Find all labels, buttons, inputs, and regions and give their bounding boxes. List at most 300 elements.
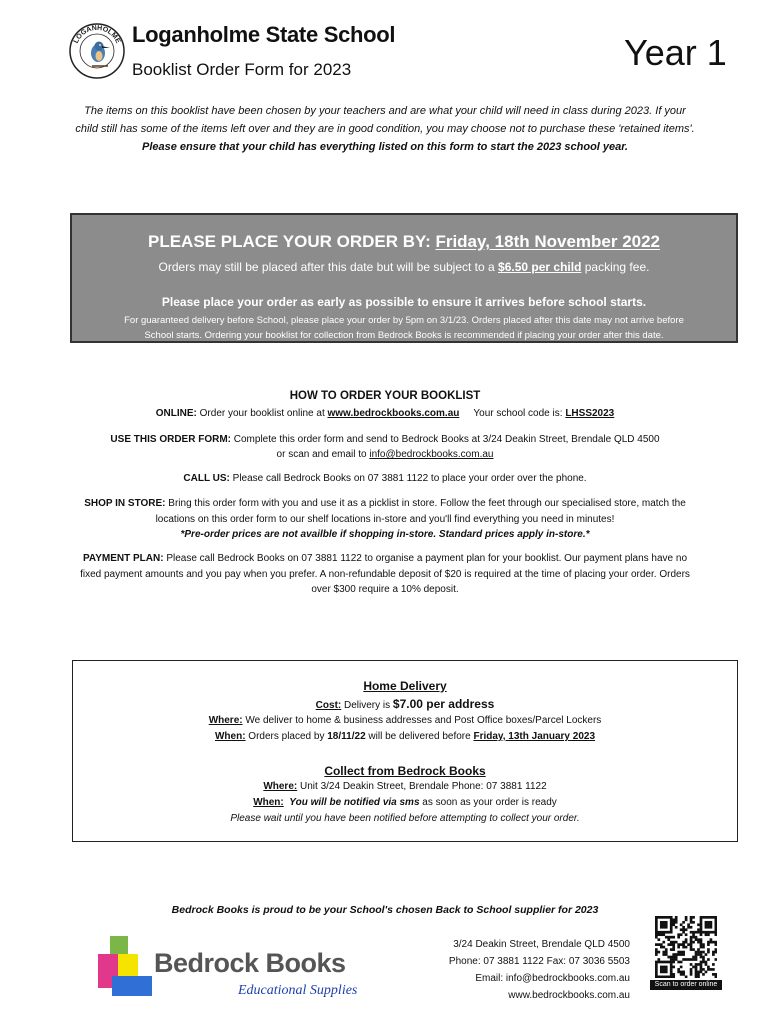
where-text: We deliver to home & business addresses and Post Office boxes/Parcel Lockers bbox=[242, 715, 602, 726]
collect-heading: Collect from Bedrock Books bbox=[324, 764, 486, 778]
qr-module bbox=[715, 931, 717, 934]
qr-module bbox=[670, 931, 673, 934]
qr-module bbox=[657, 951, 660, 954]
qr-module bbox=[705, 916, 708, 919]
qr-module bbox=[682, 973, 685, 976]
intro-emphasis: Please ensure that your child has everything listed on this form to start the 2023 school year. bbox=[142, 141, 628, 153]
qr-module bbox=[660, 946, 663, 949]
qr-module bbox=[677, 968, 680, 971]
qr-module bbox=[655, 976, 658, 978]
qr-module bbox=[707, 921, 710, 924]
qr-module bbox=[685, 928, 688, 931]
qr-module bbox=[662, 933, 665, 936]
qr-module bbox=[675, 916, 678, 919]
qr-module bbox=[662, 961, 665, 964]
qr-module bbox=[662, 968, 665, 971]
qr-module bbox=[710, 968, 713, 971]
online-label: ONLINE: bbox=[155, 408, 197, 419]
qr-module bbox=[697, 931, 700, 934]
qr-module bbox=[675, 941, 678, 944]
qr-module bbox=[690, 973, 693, 976]
qr-module bbox=[690, 936, 693, 939]
delivery-cost bbox=[73, 697, 737, 711]
qr-module bbox=[690, 948, 693, 951]
qr-module bbox=[700, 951, 703, 954]
qr-module bbox=[682, 953, 685, 956]
guarantee-line: School starts. Ordering your booklist for collection from Bedrock Books is recommended if placing your order after this date. bbox=[144, 330, 664, 341]
qr-module bbox=[697, 941, 700, 944]
qr-module bbox=[700, 938, 703, 941]
qr-module bbox=[670, 973, 673, 976]
qr-module bbox=[682, 958, 685, 961]
qr-module bbox=[655, 926, 658, 929]
qr-module bbox=[677, 943, 680, 946]
qr-module bbox=[710, 923, 713, 926]
bedrock-books-logo bbox=[98, 930, 368, 1000]
qr-module bbox=[657, 958, 660, 961]
qr-module bbox=[675, 956, 678, 959]
qr-module bbox=[692, 933, 695, 936]
qr-module bbox=[655, 973, 658, 976]
intro-line: The items on this booklist have been chosen by your teachers and are what your child will need in class during 2023. If your bbox=[84, 105, 686, 117]
qr-module bbox=[700, 921, 703, 924]
qr-module bbox=[665, 971, 668, 974]
qr-module bbox=[712, 968, 715, 971]
qr-module bbox=[695, 956, 698, 959]
qr-module bbox=[682, 931, 685, 934]
qr-module bbox=[657, 933, 660, 936]
qr-module bbox=[700, 928, 703, 931]
collect-when-label: When: bbox=[253, 797, 284, 808]
qr-module bbox=[660, 931, 663, 934]
logo-block-blue bbox=[112, 976, 152, 996]
collect-where-text: Unit 3/24 Deakin Street, Brendale Phone: 07 3881 1122 bbox=[297, 781, 547, 792]
qr-module bbox=[662, 976, 665, 978]
qr-module bbox=[682, 926, 685, 929]
qr-module bbox=[662, 931, 665, 934]
pre-order-note: *Pre-order prices are not availble if shopping in-store. Standard prices apply in-store.* bbox=[180, 529, 590, 540]
qr-module bbox=[670, 918, 673, 921]
qr-module bbox=[667, 938, 670, 941]
qr-module bbox=[655, 963, 658, 966]
qr-module bbox=[692, 941, 695, 944]
order-form-email-prefix: or scan and email to bbox=[276, 449, 370, 460]
qr-module bbox=[710, 921, 713, 924]
qr-module bbox=[695, 936, 698, 939]
qr-module bbox=[677, 951, 680, 954]
late-fee-prefix: Orders may still be placed after this date but will be subject to a bbox=[158, 260, 499, 274]
qr-module bbox=[715, 926, 717, 929]
qr-module bbox=[690, 926, 693, 929]
qr-module bbox=[687, 943, 690, 946]
sms-note: You will be notified via sms bbox=[289, 797, 420, 808]
qr-module bbox=[665, 953, 668, 956]
qr-module bbox=[670, 971, 673, 974]
qr-module bbox=[670, 928, 673, 931]
qr-module bbox=[715, 948, 717, 951]
deadline-heading bbox=[72, 232, 736, 252]
deadline-prefix: PLEASE PLACE YOUR ORDER BY: bbox=[147, 232, 436, 251]
qr-module bbox=[715, 918, 717, 921]
qr-module bbox=[662, 953, 665, 956]
brand-tagline: Educational Supplies bbox=[238, 983, 358, 998]
qr-module bbox=[672, 958, 675, 961]
qr-module bbox=[657, 976, 660, 978]
qr-module bbox=[697, 938, 700, 941]
qr-module bbox=[695, 976, 698, 978]
qr-module bbox=[680, 923, 683, 926]
qr-module bbox=[672, 936, 675, 939]
form-title: Booklist Order Form for 2023 bbox=[132, 60, 352, 79]
logo-text: LOGANHOLME bbox=[72, 24, 122, 45]
qr-module bbox=[692, 921, 695, 924]
call-text: Please call Bedrock Books on 07 3881 1122 to place your order over the phone. bbox=[229, 473, 587, 484]
qr-module bbox=[700, 926, 703, 929]
qr-module bbox=[672, 943, 675, 946]
qr-module bbox=[660, 916, 663, 919]
qr-module bbox=[705, 931, 708, 934]
qr-module bbox=[712, 916, 715, 919]
qr-module bbox=[670, 966, 673, 969]
qr-module bbox=[705, 921, 708, 924]
qr-module bbox=[672, 966, 675, 969]
qr-module bbox=[677, 953, 680, 956]
late-fee-note bbox=[72, 260, 736, 274]
qr-module bbox=[705, 926, 708, 929]
qr-module bbox=[667, 936, 670, 939]
qr-module bbox=[660, 921, 663, 924]
contact-details bbox=[420, 936, 630, 1004]
qr-module bbox=[665, 931, 668, 934]
qr-module bbox=[670, 948, 673, 951]
qr-module bbox=[662, 946, 665, 949]
qr-module bbox=[657, 943, 660, 946]
when-text: Orders placed by bbox=[245, 731, 328, 742]
qr-module bbox=[707, 916, 710, 919]
qr-module bbox=[700, 918, 703, 921]
qr-module bbox=[680, 966, 683, 969]
order-form-email-line bbox=[0, 449, 770, 460]
qr-module bbox=[702, 946, 705, 949]
qr-module bbox=[655, 966, 658, 969]
qr-module bbox=[695, 951, 698, 954]
collect-wait-note: Please wait until you have been notified before attempting to collect your order. bbox=[230, 813, 580, 824]
qr-module bbox=[670, 956, 673, 959]
qr-module bbox=[715, 976, 717, 978]
how-to-order-heading: HOW TO ORDER YOUR BOOKLIST bbox=[289, 390, 481, 402]
qr-module bbox=[700, 953, 703, 956]
qr-module bbox=[707, 943, 710, 946]
qr-module bbox=[677, 971, 680, 974]
qr-module bbox=[670, 941, 673, 944]
qr-module bbox=[685, 916, 688, 919]
call-option bbox=[0, 473, 770, 484]
qr-module bbox=[710, 938, 713, 941]
qr-module bbox=[715, 933, 717, 936]
qr-module bbox=[675, 921, 678, 924]
qr-module bbox=[677, 946, 680, 949]
qr-module bbox=[662, 951, 665, 954]
qr-module bbox=[685, 946, 688, 949]
qr-module bbox=[697, 953, 700, 956]
qr-module bbox=[655, 953, 658, 956]
qr-module bbox=[702, 968, 705, 971]
qr-module bbox=[682, 921, 685, 924]
collect-when-text: as soon as your order is ready bbox=[419, 797, 557, 808]
school-code-label: Your school code is: bbox=[473, 408, 566, 419]
shop-text-line: locations on this order form to our shelf locations in-store and you'll find everything you need in minutes! bbox=[155, 514, 615, 525]
qr-module bbox=[682, 946, 685, 949]
qr-module bbox=[700, 931, 703, 934]
qr-module bbox=[715, 923, 717, 926]
qr-module bbox=[667, 976, 670, 978]
qr-module bbox=[670, 976, 673, 978]
qr-module bbox=[662, 923, 665, 926]
qr-module bbox=[680, 951, 683, 954]
order-form-option bbox=[0, 434, 770, 445]
qr-module bbox=[702, 916, 705, 919]
qr-module bbox=[710, 916, 713, 919]
qr-module bbox=[692, 948, 695, 951]
qr-module bbox=[670, 916, 673, 919]
qr-module bbox=[697, 963, 700, 966]
online-text: Order your booklist online at bbox=[196, 408, 328, 419]
qr-module bbox=[700, 961, 703, 964]
qr-module bbox=[667, 956, 670, 959]
qr-module bbox=[680, 933, 683, 936]
qr-module bbox=[692, 956, 695, 959]
qr-module bbox=[675, 918, 678, 921]
qr-module bbox=[695, 963, 698, 966]
qr-module bbox=[702, 931, 705, 934]
qr-module bbox=[685, 976, 688, 978]
qr-module bbox=[670, 921, 673, 924]
qr-module bbox=[705, 923, 708, 926]
qr-module bbox=[662, 926, 665, 929]
qr-module bbox=[707, 926, 710, 929]
qr-module bbox=[655, 933, 658, 936]
qr-module bbox=[700, 956, 703, 959]
delivery-where bbox=[73, 715, 737, 726]
qr-module bbox=[697, 928, 700, 931]
qr-module bbox=[707, 968, 710, 971]
qr-module bbox=[655, 936, 658, 939]
online-option bbox=[0, 408, 770, 419]
qr-module bbox=[690, 943, 693, 946]
qr-module bbox=[700, 966, 703, 969]
qr-module bbox=[697, 923, 700, 926]
qr-module bbox=[685, 958, 688, 961]
qr-module bbox=[677, 961, 680, 964]
qr-module bbox=[700, 941, 703, 944]
when-label: When: bbox=[214, 731, 246, 742]
qr-module bbox=[685, 938, 688, 941]
qr-module bbox=[655, 971, 658, 974]
qr-module bbox=[690, 921, 693, 924]
qr-module bbox=[665, 976, 668, 978]
qr-module bbox=[677, 936, 680, 939]
qr-module bbox=[715, 958, 717, 961]
qr-module bbox=[670, 936, 673, 939]
qr-module bbox=[675, 958, 678, 961]
qr-module bbox=[682, 971, 685, 974]
intro-line: child still has some of the items left over and they are in good condition, you may choose not to purchase these 'retained items'. bbox=[75, 123, 695, 135]
qr-module bbox=[657, 961, 660, 964]
where-label: Where: bbox=[208, 715, 243, 726]
qr-module bbox=[680, 971, 683, 974]
qr-module bbox=[655, 948, 658, 951]
qr-module bbox=[660, 971, 663, 974]
qr-module bbox=[690, 941, 693, 944]
qr-module bbox=[670, 961, 673, 964]
qr-module bbox=[680, 928, 683, 931]
qr-module bbox=[685, 918, 688, 921]
qr-module bbox=[715, 943, 717, 946]
qr-module bbox=[655, 918, 658, 921]
qr-module bbox=[712, 941, 715, 944]
qr-module bbox=[702, 943, 705, 946]
year-label: Year 1 bbox=[624, 32, 727, 73]
qr-module bbox=[692, 936, 695, 939]
qr-module bbox=[697, 976, 700, 978]
qr-module bbox=[702, 951, 705, 954]
qr-module bbox=[705, 963, 708, 966]
qr-module bbox=[672, 918, 675, 921]
qr-module bbox=[690, 918, 693, 921]
qr-module bbox=[712, 951, 715, 954]
phone-fax: Phone: 07 3881 1122 Fax: 07 3036 5503 bbox=[448, 956, 630, 967]
logo-block-yellow bbox=[118, 954, 138, 976]
qr-module bbox=[690, 931, 693, 934]
qr-module bbox=[700, 923, 703, 926]
qr-module bbox=[690, 968, 693, 971]
qr-code[interactable] bbox=[655, 916, 717, 978]
qr-module bbox=[707, 923, 710, 926]
qr-module bbox=[705, 933, 708, 936]
delivery-options-box bbox=[72, 660, 738, 842]
order-deadline-box bbox=[70, 213, 738, 343]
qr-module bbox=[665, 948, 668, 951]
qr-module bbox=[660, 976, 663, 978]
qr-module bbox=[665, 923, 668, 926]
qr-module bbox=[695, 938, 698, 941]
qr-module bbox=[715, 921, 717, 924]
qr-module bbox=[672, 973, 675, 976]
qr-module bbox=[710, 926, 713, 929]
qr-module bbox=[667, 916, 670, 919]
qr-module bbox=[715, 916, 717, 919]
qr-module bbox=[695, 931, 698, 934]
qr-module bbox=[685, 941, 688, 944]
qr-module bbox=[702, 956, 705, 959]
payment-plan-line: over $300 require a 10% deposit. bbox=[311, 584, 459, 595]
collect-when bbox=[73, 797, 737, 808]
qr-module bbox=[667, 961, 670, 964]
payment-plan-text: Please call Bedrock Books on 07 3881 1122 to organise a payment plan for your booklist. Our payment plans have no bbox=[163, 553, 688, 564]
qr-module bbox=[685, 933, 688, 936]
qr-module bbox=[682, 951, 685, 954]
qr-module bbox=[692, 916, 695, 919]
home-delivery-heading: Home Delivery bbox=[363, 679, 447, 693]
qr-module bbox=[687, 958, 690, 961]
qr-module bbox=[712, 973, 715, 976]
qr-module bbox=[670, 968, 673, 971]
qr-module bbox=[700, 963, 703, 966]
qr-module bbox=[692, 931, 695, 934]
qr-module bbox=[665, 936, 668, 939]
qr-module bbox=[670, 958, 673, 961]
qr-module bbox=[655, 943, 658, 946]
qr-module bbox=[662, 966, 665, 969]
qr-module bbox=[672, 956, 675, 959]
contact-email[interactable]: Email: info@bedrockbooks.com.au bbox=[475, 973, 630, 984]
qr-module bbox=[707, 941, 710, 944]
qr-module bbox=[690, 946, 693, 949]
order-form-label: USE THIS ORDER FORM: bbox=[110, 434, 231, 445]
shop-label: SHOP IN STORE: bbox=[84, 498, 166, 509]
qr-module bbox=[662, 941, 665, 944]
qr-module bbox=[702, 958, 705, 961]
qr-module bbox=[715, 973, 717, 976]
qr-module bbox=[687, 926, 690, 929]
qr-module bbox=[697, 971, 700, 974]
qr-module bbox=[715, 941, 717, 944]
qr-module bbox=[665, 951, 668, 954]
qr-module bbox=[660, 943, 663, 946]
qr-module bbox=[670, 926, 673, 929]
qr-module bbox=[700, 943, 703, 946]
qr-module bbox=[697, 951, 700, 954]
delivery-when bbox=[73, 731, 737, 742]
qr-module bbox=[675, 953, 678, 956]
guarantee-note bbox=[82, 313, 726, 343]
qr-module bbox=[715, 951, 717, 954]
collect-where-label: Where: bbox=[263, 781, 298, 792]
qr-module bbox=[655, 968, 658, 971]
school-code: LHSS2023 bbox=[565, 408, 615, 419]
qr-module bbox=[665, 966, 668, 969]
qr-module bbox=[680, 973, 683, 976]
qr-module bbox=[667, 943, 670, 946]
qr-module bbox=[665, 961, 668, 964]
qr-module bbox=[700, 946, 703, 949]
qr-module bbox=[705, 971, 708, 974]
online-url-link[interactable]: www.bedrockbooks.com.au bbox=[327, 408, 460, 419]
qr-module bbox=[672, 961, 675, 964]
qr-module bbox=[707, 931, 710, 934]
qr-module bbox=[660, 926, 663, 929]
qr-module bbox=[700, 916, 703, 919]
qr-module bbox=[702, 961, 705, 964]
qr-module bbox=[700, 971, 703, 974]
qr-module bbox=[660, 923, 663, 926]
qr-module bbox=[697, 973, 700, 976]
cost-text: Delivery is bbox=[341, 700, 393, 711]
qr-module bbox=[675, 926, 678, 929]
website-link[interactable]: www.bedrockbooks.com.au bbox=[508, 990, 630, 1001]
supplier-statement: Bedrock Books is proud to be your School's chosen Back to School supplier for 2023 bbox=[171, 904, 599, 916]
qr-module bbox=[672, 921, 675, 924]
qr-module bbox=[710, 931, 713, 934]
qr-caption: Scan to order online bbox=[650, 980, 722, 990]
shop-text: Bring this order form with you and use it as a picklist in store. Follow the feet through our specialised store, match the bbox=[165, 498, 686, 509]
qr-module bbox=[687, 923, 690, 926]
when-text-b: will be delivered before bbox=[365, 731, 474, 742]
qr-module bbox=[660, 961, 663, 964]
store-address: 3/24 Deakin Street, Brendale QLD 4500 bbox=[453, 939, 630, 950]
email-link[interactable]: info@bedrockbooks.com.au bbox=[369, 449, 494, 460]
deadline-date: Friday, 18th November 2022 bbox=[435, 232, 661, 251]
